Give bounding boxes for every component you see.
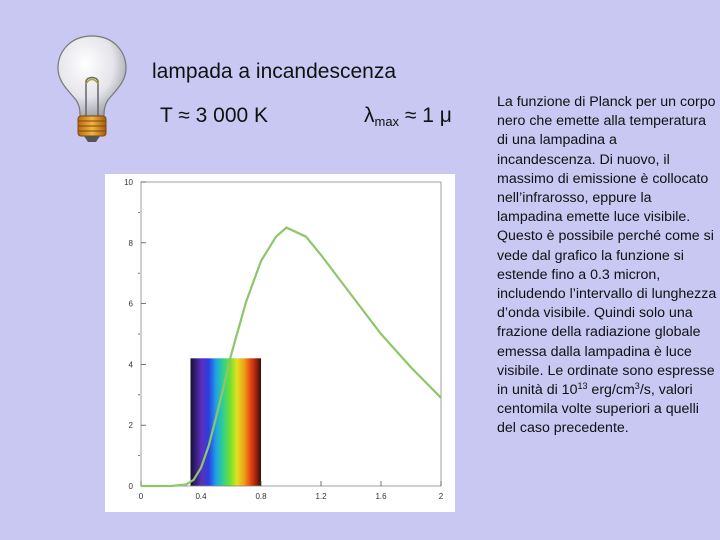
x-tick-label: 1.2 [315, 492, 327, 501]
planck-chart-svg [105, 174, 455, 512]
x-tick-label: 1.6 [375, 492, 387, 501]
lambda-symbol: λ [364, 104, 375, 127]
y-tick-label: 10 [124, 178, 133, 187]
y-tick-label: 2 [128, 421, 133, 431]
approx-sign: ≈ [178, 104, 190, 127]
planck-chart [105, 174, 455, 512]
explanation-text [497, 93, 717, 439]
y-tick-label: 6 [128, 299, 133, 309]
temperature-formula [160, 104, 268, 128]
y-tick-label: 8 [128, 238, 133, 248]
temperature-symbol: T [160, 104, 173, 127]
planck-curve [141, 228, 441, 486]
lambda-subscript: max [374, 114, 400, 129]
x-tick-label: 0.8 [255, 492, 267, 501]
light-bulb-icon [52, 32, 132, 144]
note-exponent: 13 [577, 381, 588, 392]
lambda-value: 1 μ [422, 104, 452, 127]
note-part-1: La funzione di Planck per un corpo nero che emette alla temperatura di una lampadina a incandescenza. Di nuovo, il massimo di emissione è collocato nell’infrarosso, eppure la lampadina emette luce visibile. Questo è possibile perché come si vede dal grafico la funzione si estende fino a 0.3 micron, includendo l’intervallo di lunghezza d’onda visibile. Quindi solo una frazione della radiazione globale emessa dalla lampadina è luce visibile. Le ordinate sono espresse in unità di 10 [497, 94, 717, 399]
x-tick-label: 2 [438, 492, 444, 501]
lambda-max-formula [364, 104, 452, 129]
note-part-2: erg/cm [587, 382, 635, 399]
note-unit-exponent: 3 [634, 381, 640, 392]
note-part-3: /s, valori centomila volte superiori a quelli del caso precedente. [497, 382, 699, 437]
slide-title: lampada a incandescenza [152, 60, 397, 83]
y-tick-label: 0 [128, 482, 133, 491]
temperature-value: 3 000 K [195, 104, 269, 127]
x-tick-label: 0 [138, 492, 144, 501]
y-tick-label: 4 [128, 360, 133, 370]
approx-sign: ≈ [404, 104, 417, 127]
plot-frame [141, 182, 441, 486]
x-tick-label: 0.4 [195, 492, 207, 501]
